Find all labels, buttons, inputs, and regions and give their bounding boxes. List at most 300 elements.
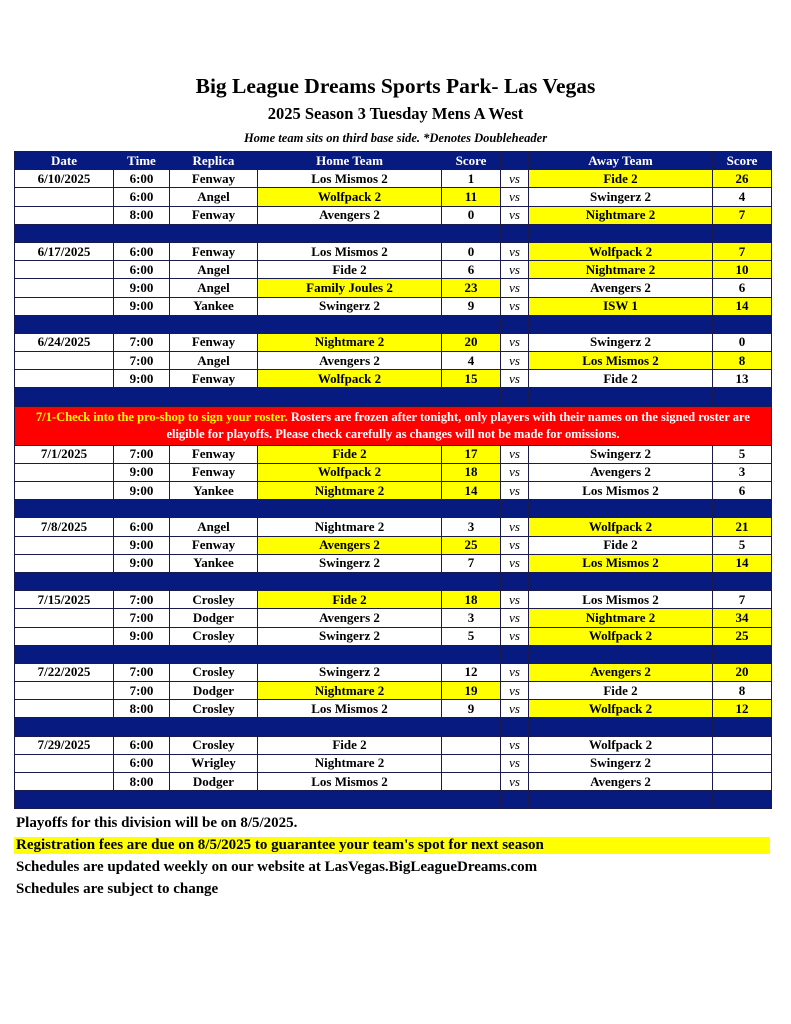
separator-cell: [114, 315, 170, 333]
col-header-date: Date: [15, 152, 114, 170]
vs-label: vs: [501, 352, 529, 370]
home-team: Swingerz 2: [258, 554, 442, 572]
footer-website: Schedules are updated weekly on our website at LasVegas.BigLeagueDreams.com: [16, 859, 538, 875]
away-team: Los Mismos 2: [529, 554, 713, 572]
separator-cell: [170, 791, 258, 809]
home-team: Fide 2: [258, 261, 442, 279]
field-replica: Angel: [170, 188, 258, 206]
game-date: [15, 206, 114, 224]
field-replica: Fenway: [170, 370, 258, 388]
away-score: 25: [713, 627, 772, 645]
away-score: 5: [713, 445, 772, 463]
separator-cell: [442, 500, 501, 518]
schedule-body: [15, 170, 772, 809]
away-team: Avengers 2: [529, 663, 713, 681]
game-row: [15, 297, 772, 315]
home-team: Los Mismos 2: [258, 242, 442, 260]
game-time: 9:00: [114, 297, 170, 315]
game-time: 6:00: [114, 242, 170, 260]
separator-cell: [713, 572, 772, 590]
game-date: [15, 682, 114, 700]
separator-cell: [258, 791, 442, 809]
field-replica: Dodger: [170, 773, 258, 791]
away-score: 7: [713, 206, 772, 224]
game-time: 6:00: [114, 261, 170, 279]
game-date: [15, 554, 114, 572]
game-date: 7/15/2025: [15, 591, 114, 609]
game-date: [15, 482, 114, 500]
game-date: [15, 261, 114, 279]
away-team: Los Mismos 2: [529, 591, 713, 609]
separator-cell: [15, 791, 114, 809]
separator-cell: [114, 388, 170, 406]
game-time: 9:00: [114, 279, 170, 297]
game-date: [15, 773, 114, 791]
separator-cell: [442, 572, 501, 590]
footer-subject-to-change: Schedules are subject to change: [16, 881, 219, 897]
vs-label: vs: [501, 554, 529, 572]
game-time: 6:00: [114, 754, 170, 772]
away-score: [713, 773, 772, 791]
away-score: 14: [713, 297, 772, 315]
game-row: [15, 352, 772, 370]
separator-cell: [15, 500, 114, 518]
away-score: 0: [713, 333, 772, 351]
game-time: 9:00: [114, 627, 170, 645]
separator-cell: [501, 224, 529, 242]
week-separator: [15, 572, 772, 590]
away-score: [713, 754, 772, 772]
home-score: 6: [442, 261, 501, 279]
notice-lead: 7/1-Check into the pro-shop to sign your roster.: [36, 409, 288, 424]
game-time: 6:00: [114, 518, 170, 536]
away-team: Fide 2: [529, 536, 713, 554]
field-replica: Dodger: [170, 682, 258, 700]
field-replica: Fenway: [170, 333, 258, 351]
vs-label: vs: [501, 445, 529, 463]
vs-label: vs: [501, 518, 529, 536]
away-team: Nightmare 2: [529, 609, 713, 627]
schedule-table: [14, 151, 772, 809]
roster-notice: [15, 406, 772, 445]
home-team: Fide 2: [258, 591, 442, 609]
home-team: Swingerz 2: [258, 627, 442, 645]
game-time: 7:00: [114, 333, 170, 351]
field-replica: Crosley: [170, 627, 258, 645]
week-separator: [15, 500, 772, 518]
separator-cell: [501, 645, 529, 663]
separator-cell: [170, 645, 258, 663]
game-date: [15, 754, 114, 772]
vs-label: vs: [501, 663, 529, 681]
away-team: Los Mismos 2: [529, 482, 713, 500]
home-team: Los Mismos 2: [258, 170, 442, 188]
game-date: [15, 700, 114, 718]
separator-cell: [170, 388, 258, 406]
game-time: 9:00: [114, 370, 170, 388]
footer-registration: Registration fees are due on 8/5/2025 to guarantee your team's spot for next season: [14, 837, 770, 854]
away-team: Swingerz 2: [529, 188, 713, 206]
away-team: Fide 2: [529, 170, 713, 188]
game-time: 8:00: [114, 700, 170, 718]
home-team: Wolfpack 2: [258, 370, 442, 388]
home-team: Los Mismos 2: [258, 700, 442, 718]
away-team: Avengers 2: [529, 463, 713, 481]
game-row: [15, 773, 772, 791]
field-replica: Yankee: [170, 554, 258, 572]
away-score: 8: [713, 352, 772, 370]
game-time: 7:00: [114, 352, 170, 370]
away-score: 12: [713, 700, 772, 718]
game-row: [15, 445, 772, 463]
field-replica: Yankee: [170, 297, 258, 315]
away-score: 6: [713, 482, 772, 500]
home-score: 23: [442, 279, 501, 297]
away-score: 26: [713, 170, 772, 188]
home-score: 0: [442, 242, 501, 260]
home-score: 5: [442, 627, 501, 645]
page-title: Big League Dreams Sports Park- Las Vegas: [195, 74, 596, 98]
field-replica: Crosley: [170, 591, 258, 609]
vs-label: vs: [501, 261, 529, 279]
away-score: 34: [713, 609, 772, 627]
separator-cell: [15, 315, 114, 333]
game-row: [15, 736, 772, 754]
separator-cell: [501, 572, 529, 590]
separator-cell: [713, 791, 772, 809]
game-row: [15, 554, 772, 572]
away-score: 10: [713, 261, 772, 279]
home-team: Nightmare 2: [258, 482, 442, 500]
game-time: 9:00: [114, 482, 170, 500]
home-team: Family Joules 2: [258, 279, 442, 297]
separator-cell: [170, 224, 258, 242]
game-time: 7:00: [114, 663, 170, 681]
game-date: [15, 279, 114, 297]
vs-label: vs: [501, 700, 529, 718]
separator-cell: [258, 388, 442, 406]
game-date: [15, 297, 114, 315]
home-team: Swingerz 2: [258, 663, 442, 681]
game-row: [15, 663, 772, 681]
footer-playoffs: Playoffs for this division will be on 8/5/2025.: [16, 815, 298, 831]
separator-cell: [258, 718, 442, 736]
home-score: 25: [442, 536, 501, 554]
field-replica: Yankee: [170, 482, 258, 500]
home-score: 19: [442, 682, 501, 700]
game-time: 7:00: [114, 682, 170, 700]
field-replica: Crosley: [170, 736, 258, 754]
home-score: [442, 754, 501, 772]
home-score: 7: [442, 554, 501, 572]
separator-cell: [114, 645, 170, 663]
game-row: [15, 627, 772, 645]
game-row: [15, 463, 772, 481]
game-date: 7/1/2025: [15, 445, 114, 463]
separator-cell: [114, 500, 170, 518]
field-replica: Fenway: [170, 170, 258, 188]
separator-cell: [15, 572, 114, 590]
vs-label: vs: [501, 297, 529, 315]
game-row: [15, 188, 772, 206]
game-row: [15, 370, 772, 388]
away-team: Wolfpack 2: [529, 700, 713, 718]
game-row: [15, 536, 772, 554]
home-score: 9: [442, 297, 501, 315]
separator-cell: [258, 224, 442, 242]
field-replica: Fenway: [170, 242, 258, 260]
game-row: [15, 754, 772, 772]
field-replica: Angel: [170, 261, 258, 279]
week-separator: [15, 718, 772, 736]
week-separator: [15, 315, 772, 333]
game-row: [15, 700, 772, 718]
home-score: [442, 773, 501, 791]
home-team: Swingerz 2: [258, 297, 442, 315]
notice-body: Rosters are frozen after tonight, only players with their names on the signed roster are eligible for playoffs. Please check carefully as changes will not be made for omissions.: [166, 409, 750, 441]
separator-cell: [170, 718, 258, 736]
home-score: 1: [442, 170, 501, 188]
col-header-replica: Replica: [170, 152, 258, 170]
separator-cell: [15, 718, 114, 736]
vs-label: vs: [501, 754, 529, 772]
away-score: 8: [713, 682, 772, 700]
separator-cell: [15, 388, 114, 406]
away-team: Nightmare 2: [529, 261, 713, 279]
vs-label: vs: [501, 370, 529, 388]
separator-cell: [529, 791, 713, 809]
home-team: Nightmare 2: [258, 518, 442, 536]
separator-cell: [713, 500, 772, 518]
separator-cell: [501, 500, 529, 518]
home-score: 20: [442, 333, 501, 351]
separator-cell: [170, 572, 258, 590]
separator-cell: [529, 315, 713, 333]
vs-label: vs: [501, 333, 529, 351]
week-separator: [15, 388, 772, 406]
game-date: 7/22/2025: [15, 663, 114, 681]
separator-cell: [529, 645, 713, 663]
away-score: 3: [713, 463, 772, 481]
field-replica: Fenway: [170, 536, 258, 554]
separator-cell: [713, 718, 772, 736]
away-score: 21: [713, 518, 772, 536]
game-date: [15, 627, 114, 645]
field-replica: Angel: [170, 518, 258, 536]
separator-cell: [529, 224, 713, 242]
field-replica: Crosley: [170, 700, 258, 718]
home-score: 9: [442, 700, 501, 718]
home-team: Wolfpack 2: [258, 463, 442, 481]
game-time: 7:00: [114, 445, 170, 463]
vs-label: vs: [501, 463, 529, 481]
away-team: Fide 2: [529, 370, 713, 388]
game-date: 6/24/2025: [15, 333, 114, 351]
vs-label: vs: [501, 279, 529, 297]
game-time: 9:00: [114, 536, 170, 554]
vs-label: vs: [501, 482, 529, 500]
away-team: Swingerz 2: [529, 333, 713, 351]
game-time: 6:00: [114, 188, 170, 206]
home-score: 15: [442, 370, 501, 388]
separator-cell: [170, 500, 258, 518]
game-row: [15, 261, 772, 279]
away-team: Swingerz 2: [529, 445, 713, 463]
vs-label: vs: [501, 773, 529, 791]
away-score: 6: [713, 279, 772, 297]
home-score: 14: [442, 482, 501, 500]
col-header-vs: [501, 152, 529, 170]
separator-cell: [529, 572, 713, 590]
col-header-away-score: Score: [713, 152, 772, 170]
game-row: [15, 333, 772, 351]
home-score: 11: [442, 188, 501, 206]
separator-cell: [170, 315, 258, 333]
away-score: 4: [713, 188, 772, 206]
home-score: 3: [442, 609, 501, 627]
away-team: ISW 1: [529, 297, 713, 315]
game-time: 8:00: [114, 206, 170, 224]
home-team: Avengers 2: [258, 352, 442, 370]
away-score: 7: [713, 242, 772, 260]
roster-notice-row: [15, 406, 772, 445]
home-score: 17: [442, 445, 501, 463]
game-row: [15, 591, 772, 609]
game-row: [15, 279, 772, 297]
game-time: 7:00: [114, 591, 170, 609]
field-replica: Fenway: [170, 206, 258, 224]
separator-cell: [114, 572, 170, 590]
field-replica: Angel: [170, 352, 258, 370]
game-time: 8:00: [114, 773, 170, 791]
vs-label: vs: [501, 682, 529, 700]
separator-cell: [258, 500, 442, 518]
home-team: Avengers 2: [258, 206, 442, 224]
separator-cell: [713, 388, 772, 406]
game-row: [15, 482, 772, 500]
separator-cell: [114, 791, 170, 809]
away-team: Nightmare 2: [529, 206, 713, 224]
page-subtitle: 2025 Season 3 Tuesday Mens A West: [267, 104, 524, 123]
game-time: 6:00: [114, 170, 170, 188]
separator-cell: [713, 224, 772, 242]
col-header-away-team: Away Team: [529, 152, 713, 170]
field-replica: Angel: [170, 279, 258, 297]
separator-cell: [529, 500, 713, 518]
game-row: [15, 518, 772, 536]
away-team: Los Mismos 2: [529, 352, 713, 370]
vs-label: vs: [501, 736, 529, 754]
home-team: Nightmare 2: [258, 333, 442, 351]
separator-cell: [258, 572, 442, 590]
game-time: 9:00: [114, 463, 170, 481]
game-date: 7/8/2025: [15, 518, 114, 536]
home-team: Fide 2: [258, 736, 442, 754]
away-score: 7: [713, 591, 772, 609]
away-team: Wolfpack 2: [529, 242, 713, 260]
away-score: 20: [713, 663, 772, 681]
vs-label: vs: [501, 188, 529, 206]
game-row: [15, 609, 772, 627]
vs-label: vs: [501, 627, 529, 645]
game-row: [15, 206, 772, 224]
field-replica: Dodger: [170, 609, 258, 627]
away-score: 13: [713, 370, 772, 388]
separator-cell: [114, 718, 170, 736]
home-team: Avengers 2: [258, 536, 442, 554]
game-row: [15, 170, 772, 188]
vs-label: vs: [501, 591, 529, 609]
col-header-time: Time: [114, 152, 170, 170]
game-date: [15, 352, 114, 370]
week-separator: [15, 791, 772, 809]
game-row: [15, 682, 772, 700]
separator-cell: [15, 224, 114, 242]
field-replica: Wrigley: [170, 754, 258, 772]
separator-cell: [713, 315, 772, 333]
home-score: 4: [442, 352, 501, 370]
game-date: 6/17/2025: [15, 242, 114, 260]
game-time: 9:00: [114, 554, 170, 572]
separator-cell: [442, 224, 501, 242]
field-replica: Crosley: [170, 663, 258, 681]
home-score: 0: [442, 206, 501, 224]
col-header-home-score: Score: [442, 152, 501, 170]
away-score: 5: [713, 536, 772, 554]
separator-cell: [442, 791, 501, 809]
away-team: Swingerz 2: [529, 754, 713, 772]
separator-cell: [442, 718, 501, 736]
game-row: [15, 242, 772, 260]
col-header-home-team: Home Team: [258, 152, 442, 170]
separator-cell: [442, 645, 501, 663]
separator-cell: [258, 315, 442, 333]
away-score: 14: [713, 554, 772, 572]
separator-cell: [529, 388, 713, 406]
vs-label: vs: [501, 609, 529, 627]
separator-cell: [258, 645, 442, 663]
home-score: 18: [442, 591, 501, 609]
away-team: Avengers 2: [529, 773, 713, 791]
week-separator: [15, 224, 772, 242]
game-date: [15, 609, 114, 627]
away-team: Avengers 2: [529, 279, 713, 297]
separator-cell: [529, 718, 713, 736]
home-team: Nightmare 2: [258, 754, 442, 772]
game-date: 7/29/2025: [15, 736, 114, 754]
game-date: [15, 536, 114, 554]
week-separator: [15, 645, 772, 663]
vs-label: vs: [501, 536, 529, 554]
home-team: Nightmare 2: [258, 682, 442, 700]
game-date: [15, 463, 114, 481]
separator-cell: [442, 315, 501, 333]
home-score: 18: [442, 463, 501, 481]
away-team: Wolfpack 2: [529, 627, 713, 645]
vs-label: vs: [501, 206, 529, 224]
header-row: [15, 152, 772, 170]
separator-cell: [501, 388, 529, 406]
separator-cell: [442, 388, 501, 406]
separator-cell: [501, 315, 529, 333]
away-team: Wolfpack 2: [529, 736, 713, 754]
game-date: 6/10/2025: [15, 170, 114, 188]
header-note: Home team sits on third base side. *Denotes Doubleheader: [243, 131, 548, 145]
vs-label: vs: [501, 170, 529, 188]
away-score: [713, 736, 772, 754]
away-team: Wolfpack 2: [529, 518, 713, 536]
separator-cell: [501, 718, 529, 736]
